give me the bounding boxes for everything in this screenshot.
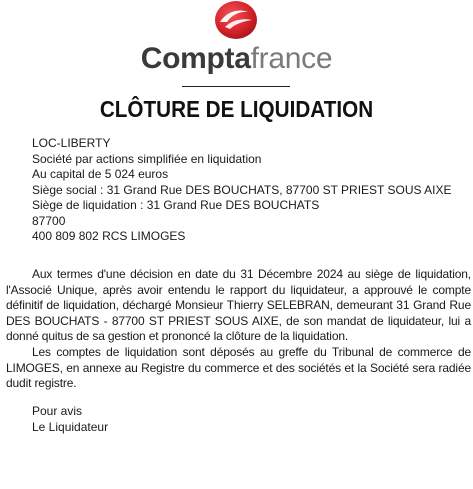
company-form: Société par actions simplifiée en liquidation <box>32 151 262 166</box>
closing-line-2: Le Liquidateur <box>32 419 109 434</box>
comptafrance-logo-icon <box>208 0 264 40</box>
notice-title: CLÔTURE DE LIQUIDATION <box>99 96 374 122</box>
company-siege-social: Siège social : 31 Grand Rue DES BOUCHATS, 87700 ST PRIEST SOUS AIXE <box>32 182 452 197</box>
brand-name-light: france <box>250 42 333 75</box>
company-siege-liquidation: Siège de liquidation : 31 Grand Rue DES BOUCHATS <box>32 198 320 212</box>
closing-line-1: Pour avis <box>32 404 83 418</box>
brand-wordmark <box>0 42 473 76</box>
company-capital: Au capital de 5 024 euros <box>32 167 169 181</box>
company-postcode: 87700 <box>32 213 66 228</box>
decision-paragraph: Aux termes d'une décision en date du 31 Décembre 2024 au siège de liquidation, l'Associé Unique, après avoir entendu le rapport du liquidateur, a approuvé le compte définitif de liquidation, déchargé Monsieur Thierry SELEBRAN, demeurant 31 Grand Rue DES BOUCHATS - 87700 ST PRIEST SOUS AIXE, de son mandat de liquidateur, lui a donné quitus de sa gestion et prononcé la clôture de la liquidation. <box>6 267 471 343</box>
brand-name-bold: Compta <box>140 42 251 75</box>
company-name: LOC-LIBERTY <box>32 136 111 150</box>
company-rcs: 400 809 802 RCS LIMOGES <box>32 229 186 243</box>
company-details <box>32 136 462 245</box>
title-divider <box>182 86 290 87</box>
closing-signature <box>32 404 108 435</box>
filing-paragraph: Les comptes de liquidation sont déposés au greffe du Tribunal de commerce de LIMOGES, en annexe au Registre du commerce et des sociétés et la Société sera radiée dudit registre. <box>6 345 471 390</box>
